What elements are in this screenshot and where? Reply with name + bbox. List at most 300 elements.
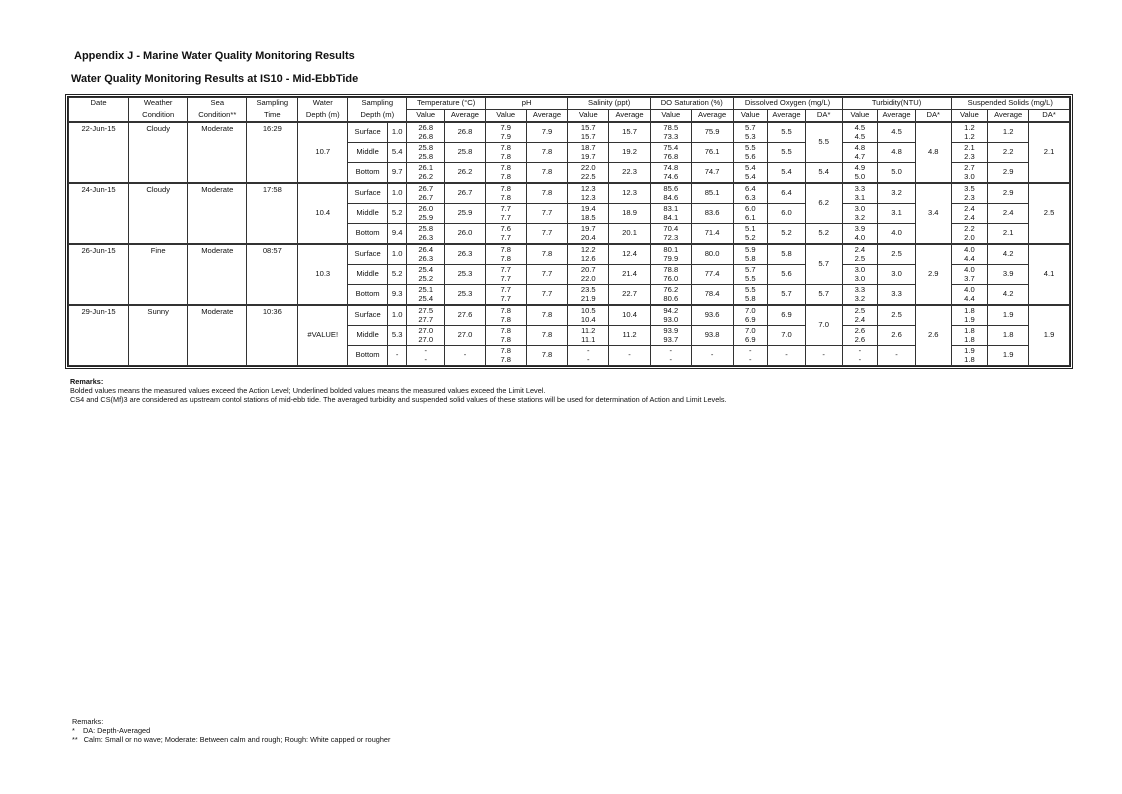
header-temp-average: Average — [445, 110, 486, 123]
ph-average: 7.8 — [526, 346, 568, 366]
turbidity-values-reading-2: 3.0 — [854, 273, 866, 283]
dissolved-oxygen-da-surface-middle: 5.5 — [805, 122, 842, 163]
sampling-level-cell: Surface — [348, 183, 388, 204]
dissolved-oxygen-values-reading-1: 5.4 — [745, 162, 756, 172]
sea-condition-cell: Moderate — [188, 183, 247, 244]
dissolved-oxygen-values-reading-1: - — [749, 345, 752, 355]
ph-values — [485, 224, 526, 245]
header-weather-2: Condition — [129, 110, 188, 123]
suspended-solids-average: 2.1 — [988, 224, 1029, 245]
temperature-values-reading-1: 25.4 — [418, 264, 434, 274]
header-ss-average: Average — [988, 110, 1029, 123]
turbidity-values-reading-1: 3.9 — [854, 223, 866, 233]
suspended-solids-values-reading-1: 4.0 — [964, 284, 975, 294]
header-water-depth-1: Water — [298, 98, 348, 110]
turbidity-da: 4.8 — [915, 122, 951, 183]
sampling-depth-cell: 5.2 — [387, 265, 406, 285]
ph-average: 7.7 — [526, 204, 568, 224]
salinity-values — [568, 163, 609, 184]
do-saturation-values-reading-1: 70.4 — [663, 223, 679, 233]
turbidity-values — [842, 183, 878, 204]
temperature-values-reading-2: 25.4 — [418, 293, 434, 303]
suspended-solids-da: 4.1 — [1029, 244, 1070, 305]
header-suspended-solids: Suspended Solids (mg/L) — [951, 98, 1069, 110]
do-saturation-values-reading-1: 74.8 — [663, 162, 679, 172]
ph-average: 7.8 — [526, 143, 568, 163]
salinity-values-reading-2: 12.6 — [580, 253, 596, 263]
ph-values — [485, 244, 526, 265]
ph-values — [485, 122, 526, 143]
header-do-average: Average — [768, 110, 806, 123]
suspended-solids-values — [951, 265, 988, 285]
salinity-values-reading-2: 15.7 — [580, 131, 596, 141]
salinity-values — [568, 122, 609, 143]
do-saturation-values-reading-2: 79.9 — [663, 253, 679, 263]
ph-average: 7.7 — [526, 265, 568, 285]
water-depth-cell: 10.4 — [298, 183, 348, 244]
salinity-average: 15.7 — [609, 122, 651, 143]
do-saturation-values-reading-2: 73.3 — [663, 131, 679, 141]
temperature-values — [407, 163, 445, 184]
do-saturation-values — [650, 122, 691, 143]
ph-values-reading-1: 7.6 — [500, 223, 511, 233]
turbidity-values-reading-2: 5.0 — [854, 171, 866, 181]
salinity-values — [568, 305, 609, 326]
suspended-solids-average: 3.9 — [988, 265, 1029, 285]
suspended-solids-values-reading-1: 1.9 — [964, 345, 975, 355]
turbidity-values-reading-2: - — [858, 354, 862, 364]
remarks-top-line-2: CS4 and CS(Mf)3 are considered as upstream contol stations of mid-ebb tide. The averaged turbidity and suspended solid values of these stations will be used for determination of Action and Limit Levels. — [70, 395, 727, 405]
remarks-bottom — [72, 717, 390, 745]
ph-values-reading-1: 7.8 — [500, 142, 511, 152]
ph-values-reading-1: 7.8 — [500, 345, 511, 355]
suspended-solids-average: 2.9 — [988, 183, 1029, 204]
suspended-solids-average: 2.2 — [988, 143, 1029, 163]
sampling-level-cell: Middle — [348, 204, 388, 224]
header-ph-average: Average — [526, 110, 568, 123]
sampling-level-cell: Surface — [348, 122, 388, 143]
ph-values-reading-2: 7.8 — [500, 354, 511, 364]
dissolved-oxygen-values-reading-1: 7.0 — [745, 305, 756, 315]
table-body — [69, 122, 1070, 366]
temperature-values-reading-1: 26.8 — [418, 122, 434, 132]
temperature-values-reading-1: 26.1 — [418, 162, 434, 172]
dissolved-oxygen-da-bottom: 5.7 — [805, 285, 842, 306]
suspended-solids-values — [951, 326, 988, 346]
sampling-depth-cell: - — [387, 346, 406, 366]
ph-values-reading-2: 7.8 — [500, 192, 511, 202]
turbidity-da: 3.4 — [915, 183, 951, 244]
turbidity-average: 3.3 — [878, 285, 916, 306]
ph-average: 7.8 — [526, 163, 568, 184]
salinity-values — [568, 326, 609, 346]
sea-condition-cell: Moderate — [188, 244, 247, 305]
dissolved-oxygen-values — [733, 265, 768, 285]
dissolved-oxygen-average: 7.0 — [768, 326, 806, 346]
do-saturation-values — [650, 143, 691, 163]
do-saturation-values-reading-2: 72.3 — [663, 232, 679, 242]
suspended-solids-values-reading-1: 4.0 — [964, 244, 975, 254]
salinity-average: - — [609, 346, 651, 366]
do-saturation-values — [650, 305, 691, 326]
dissolved-oxygen-values-reading-1: 5.5 — [745, 284, 756, 294]
suspended-solids-values-reading-2: 3.0 — [964, 171, 975, 181]
do-saturation-values-reading-2: 74.6 — [663, 171, 679, 181]
header-sampling-time-1: Sampling — [247, 98, 298, 110]
suspended-solids-average: 2.9 — [988, 163, 1029, 184]
do-saturation-average: 77.4 — [691, 265, 733, 285]
table-row — [69, 305, 1070, 326]
dissolved-oxygen-average: 5.4 — [768, 163, 806, 184]
turbidity-values-reading-1: 3.0 — [854, 203, 866, 213]
suspended-solids-values-reading-2: 1.8 — [964, 334, 975, 344]
dissolved-oxygen-da-surface-middle: 6.2 — [805, 183, 842, 224]
temperature-average: 26.2 — [445, 163, 486, 184]
do-saturation-values-reading-2: 76.8 — [663, 151, 679, 161]
sampling-level-cell: Surface — [348, 244, 388, 265]
turbidity-average: 4.8 — [878, 143, 916, 163]
header-sal-value: Value — [568, 110, 609, 123]
header-temp-value: Value — [407, 110, 445, 123]
turbidity-da: 2.9 — [915, 244, 951, 305]
temperature-values — [407, 224, 445, 245]
header-ph-value: Value — [485, 110, 526, 123]
dissolved-oxygen-da-bottom: 5.2 — [805, 224, 842, 245]
dissolved-oxygen-average: 5.6 — [768, 265, 806, 285]
temperature-average: - — [445, 346, 486, 366]
turbidity-average: - — [878, 346, 916, 366]
ph-values-reading-2: 7.8 — [500, 314, 511, 324]
dissolved-oxygen-values-reading-2: 5.8 — [745, 293, 756, 303]
suspended-solids-values-reading-2: 2.3 — [964, 192, 975, 202]
date-cell: 24-Jun-15 — [69, 183, 129, 244]
turbidity-values — [842, 326, 878, 346]
water-depth-cell: #VALUE! — [298, 305, 348, 366]
dissolved-oxygen-average: 5.5 — [768, 143, 806, 163]
dissolved-oxygen-values-reading-2: 6.3 — [745, 192, 756, 202]
temperature-average: 26.3 — [445, 244, 486, 265]
sampling-time-cell: 17:58 — [247, 183, 298, 244]
header-dosat-average: Average — [691, 110, 733, 123]
temperature-values-reading-1: 25.8 — [418, 142, 434, 152]
do-saturation-values-reading-1: 93.9 — [663, 325, 679, 335]
salinity-values-reading-1: 19.4 — [580, 203, 596, 213]
temperature-values-reading-1: 26.7 — [418, 183, 434, 193]
do-saturation-values-reading-2: 93.7 — [663, 334, 679, 344]
header-ss-value: Value — [951, 110, 988, 123]
salinity-values-reading-2: 11.1 — [581, 334, 596, 344]
do-saturation-average: - — [691, 346, 733, 366]
temperature-values-reading-2: 26.3 — [418, 232, 434, 242]
temperature-average: 25.8 — [445, 143, 486, 163]
header-weather-1: Weather — [129, 98, 188, 110]
table-row — [69, 244, 1070, 265]
do-saturation-values-reading-1: 80.1 — [663, 244, 679, 254]
salinity-values-reading-1: 18.7 — [580, 142, 596, 152]
turbidity-average: 2.5 — [878, 244, 916, 265]
temperature-average: 25.3 — [445, 265, 486, 285]
ph-values-reading-1: 7.8 — [500, 162, 511, 172]
suspended-solids-values-reading-1: 1.2 — [964, 122, 975, 132]
do-saturation-values-reading-2: 84.1 — [663, 212, 679, 222]
do-saturation-values — [650, 204, 691, 224]
turbidity-average: 3.1 — [878, 204, 916, 224]
turbidity-values-reading-2: 2.5 — [854, 253, 866, 263]
ph-values-reading-1: 7.7 — [500, 284, 511, 294]
suspended-solids-values-reading-2: 3.7 — [964, 273, 975, 283]
do-saturation-average: 74.7 — [691, 163, 733, 184]
salinity-values-reading-2: 21.9 — [580, 293, 596, 303]
suspended-solids-da: 2.5 — [1029, 183, 1070, 244]
salinity-average: 20.1 — [609, 224, 651, 245]
temperature-values — [407, 326, 445, 346]
suspended-solids-values — [951, 183, 988, 204]
sampling-depth-cell: 1.0 — [387, 244, 406, 265]
ph-values — [485, 163, 526, 184]
do-saturation-values-reading-2: - — [669, 354, 673, 364]
suspended-solids-values-reading-1: 1.8 — [964, 305, 975, 315]
dissolved-oxygen-values — [733, 224, 768, 245]
suspended-solids-values — [951, 204, 988, 224]
do-saturation-values — [650, 163, 691, 184]
dissolved-oxygen-values-reading-2: 5.8 — [745, 253, 756, 263]
dissolved-oxygen-values — [733, 305, 768, 326]
date-cell: 29-Jun-15 — [69, 305, 129, 366]
suspended-solids-values-reading-2: 1.9 — [964, 314, 975, 324]
do-saturation-values-reading-1: 85.6 — [663, 183, 679, 193]
suspended-solids-average: 1.2 — [988, 122, 1029, 143]
sampling-level-cell: Middle — [348, 326, 388, 346]
suspended-solids-values — [951, 122, 988, 143]
salinity-values-reading-1: 20.7 — [580, 264, 596, 274]
ph-values — [485, 265, 526, 285]
header-turb-value: Value — [842, 110, 878, 123]
salinity-average: 10.4 — [609, 305, 651, 326]
suspended-solids-average: 1.8 — [988, 326, 1029, 346]
header-do-saturation: DO Saturation (%) — [650, 98, 733, 110]
header-sampling-depth-2: Depth (m) — [348, 110, 407, 123]
dissolved-oxygen-da-bottom: 5.4 — [805, 163, 842, 184]
ph-values — [485, 143, 526, 163]
ph-values — [485, 285, 526, 306]
turbidity-values-reading-1: 3.3 — [854, 284, 866, 294]
dissolved-oxygen-values — [733, 346, 768, 366]
table-title: Water Quality Monitoring Results at IS10 - Mid-EbbTide — [71, 73, 359, 85]
suspended-solids-values-reading-1: 2.4 — [964, 203, 975, 213]
turbidity-values — [842, 244, 878, 265]
weather-cell: Fine — [129, 244, 188, 305]
suspended-solids-values — [951, 285, 988, 306]
sampling-level-cell: Bottom — [348, 163, 388, 184]
turbidity-values-reading-2: 3.2 — [854, 293, 866, 303]
dissolved-oxygen-average: 5.8 — [768, 244, 806, 265]
header-sal-average: Average — [609, 110, 651, 123]
salinity-values-reading-2: 22.0 — [580, 273, 596, 283]
ph-values-reading-2: 7.8 — [500, 171, 511, 181]
temperature-average: 27.0 — [445, 326, 486, 346]
dissolved-oxygen-values-reading-1: 5.9 — [745, 244, 756, 254]
dissolved-oxygen-values-reading-1: 5.7 — [745, 122, 756, 132]
do-saturation-values-reading-2: 93.0 — [663, 314, 679, 324]
dissolved-oxygen-values — [733, 285, 768, 306]
turbidity-average: 5.0 — [878, 163, 916, 184]
suspended-solids-values — [951, 224, 988, 245]
dissolved-oxygen-values — [733, 143, 768, 163]
turbidity-average: 4.0 — [878, 224, 916, 245]
temperature-average: 26.7 — [445, 183, 486, 204]
ph-values-reading-1: 7.9 — [500, 122, 511, 132]
temperature-average: 25.3 — [445, 285, 486, 306]
temperature-values — [407, 183, 445, 204]
ph-values-reading-2: 7.9 — [500, 131, 511, 141]
weather-cell: Sunny — [129, 305, 188, 366]
dissolved-oxygen-values — [733, 326, 768, 346]
ph-values-reading-2: 7.7 — [500, 293, 511, 303]
header-sampling-time-2: Time — [247, 110, 298, 123]
salinity-values — [568, 285, 609, 306]
dissolved-oxygen-values-reading-2: 5.3 — [745, 131, 756, 141]
salinity-values-reading-1: 10.5 — [580, 305, 596, 315]
ph-values-reading-2: 7.8 — [500, 151, 511, 161]
suspended-solids-values-reading-2: 2.0 — [964, 232, 975, 242]
ph-values-reading-2: 7.7 — [500, 212, 511, 222]
header-dosat-value: Value — [650, 110, 691, 123]
dissolved-oxygen-da-surface-middle: 7.0 — [805, 305, 842, 346]
sampling-level-cell: Bottom — [348, 224, 388, 245]
do-saturation-average: 93.8 — [691, 326, 733, 346]
salinity-values-reading-1: 19.7 — [580, 223, 596, 233]
ph-values — [485, 183, 526, 204]
sampling-depth-cell: 1.0 — [387, 183, 406, 204]
temperature-values-reading-1: 25.8 — [418, 223, 434, 233]
turbidity-average: 2.5 — [878, 305, 916, 326]
salinity-values-reading-1: 11.2 — [581, 325, 596, 335]
sampling-level-cell: Middle — [348, 143, 388, 163]
salinity-average: 12.4 — [609, 244, 651, 265]
date-cell: 22-Jun-15 — [69, 122, 129, 183]
dissolved-oxygen-average: 5.7 — [768, 285, 806, 306]
suspended-solids-values-reading-2: 1.8 — [964, 354, 975, 364]
salinity-average: 22.3 — [609, 163, 651, 184]
sampling-level-cell: Middle — [348, 265, 388, 285]
sampling-depth-cell: 5.3 — [387, 326, 406, 346]
suspended-solids-average: 1.9 — [988, 305, 1029, 326]
header-turb-da: DA* — [915, 110, 951, 123]
table-row — [69, 122, 1070, 143]
dissolved-oxygen-values-reading-2: 6.9 — [745, 334, 756, 344]
do-saturation-values — [650, 224, 691, 245]
dissolved-oxygen-values-reading-2: 6.9 — [745, 314, 756, 324]
page-title: Appendix J - Marine Water Quality Monitoring Results — [74, 50, 355, 62]
temperature-average: 26.8 — [445, 122, 486, 143]
dissolved-oxygen-values — [733, 244, 768, 265]
suspended-solids-values-reading-2: 2.4 — [964, 212, 975, 222]
sampling-time-cell: 08:57 — [247, 244, 298, 305]
dissolved-oxygen-da-surface-middle: 5.7 — [805, 244, 842, 285]
ph-values — [485, 305, 526, 326]
dissolved-oxygen-values — [733, 183, 768, 204]
suspended-solids-average: 4.2 — [988, 244, 1029, 265]
turbidity-values — [842, 305, 878, 326]
sampling-level-cell: Surface — [348, 305, 388, 326]
turbidity-values — [842, 285, 878, 306]
header-do-value: Value — [733, 110, 768, 123]
suspended-solids-values-reading-2: 2.3 — [964, 151, 975, 161]
header-ss-da: DA* — [1029, 110, 1070, 123]
header-date: Date — [69, 98, 129, 110]
ph-values-reading-1: 7.7 — [500, 203, 511, 213]
suspended-solids-da: 2.1 — [1029, 122, 1070, 183]
do-saturation-values-reading-1: 94.2 — [663, 305, 679, 315]
turbidity-values-reading-1: 4.9 — [854, 162, 866, 172]
turbidity-average: 2.6 — [878, 326, 916, 346]
temperature-values-reading-2: 26.2 — [418, 171, 434, 181]
suspended-solids-values — [951, 346, 988, 366]
suspended-solids-values-reading-1: 2.2 — [964, 223, 975, 233]
salinity-values-reading-2: 18.5 — [580, 212, 596, 222]
salinity-values-reading-2: 22.5 — [580, 171, 596, 181]
temperature-values-reading-1: 25.1 — [418, 284, 434, 294]
do-saturation-values-reading-1: 75.4 — [663, 142, 679, 152]
do-saturation-values-reading-1: 83.1 — [663, 203, 679, 213]
do-saturation-values — [650, 326, 691, 346]
do-saturation-average: 93.6 — [691, 305, 733, 326]
dissolved-oxygen-values-reading-2: 5.2 — [745, 232, 756, 242]
date-cell: 26-Jun-15 — [69, 244, 129, 305]
do-saturation-values — [650, 183, 691, 204]
dissolved-oxygen-values-reading-1: 6.4 — [745, 183, 756, 193]
suspended-solids-values-reading-1: 3.5 — [964, 183, 975, 193]
do-saturation-values-reading-1: 78.5 — [663, 122, 679, 132]
turbidity-values — [842, 143, 878, 163]
suspended-solids-values-reading-1: 2.7 — [964, 162, 975, 172]
temperature-values-reading-2: 27.7 — [418, 314, 434, 324]
salinity-values-reading-1: 12.2 — [580, 244, 596, 254]
sea-condition-cell: Moderate — [188, 122, 247, 183]
salinity-values-reading-2: 19.7 — [580, 151, 596, 161]
ph-values-reading-1: 7.8 — [500, 183, 511, 193]
ph-average: 7.8 — [526, 305, 568, 326]
turbidity-values-reading-2: 2.6 — [854, 334, 866, 344]
sampling-depth-cell: 9.7 — [387, 163, 406, 184]
salinity-values — [568, 346, 609, 366]
turbidity-values-reading-2: 4.5 — [854, 131, 866, 141]
ph-values — [485, 346, 526, 366]
temperature-values-reading-1: 27.5 — [418, 305, 434, 315]
suspended-solids-values — [951, 163, 988, 184]
salinity-values — [568, 183, 609, 204]
temperature-values-reading-1: 26.0 — [418, 203, 434, 213]
turbidity-average: 3.2 — [878, 183, 916, 204]
do-saturation-values-reading-1: 76.2 — [663, 284, 679, 294]
turbidity-values-reading-2: 4.0 — [854, 232, 866, 242]
table-row — [69, 183, 1070, 204]
turbidity-da: 2.6 — [915, 305, 951, 366]
dissolved-oxygen-values — [733, 122, 768, 143]
water-depth-cell: 10.3 — [298, 244, 348, 305]
dissolved-oxygen-values — [733, 163, 768, 184]
temperature-values — [407, 285, 445, 306]
temperature-values-reading-2: 25.8 — [418, 151, 434, 161]
sampling-depth-cell: 1.0 — [387, 122, 406, 143]
suspended-solids-values-reading-1: 4.0 — [964, 264, 975, 274]
temperature-values-reading-2: 25.2 — [418, 273, 434, 283]
temperature-values-reading-2: 26.7 — [418, 192, 434, 202]
ph-values-reading-2: 7.7 — [500, 232, 511, 242]
turbidity-values — [842, 346, 878, 366]
do-saturation-values-reading-1: - — [669, 345, 673, 355]
sea-condition-cell: Moderate — [188, 305, 247, 366]
